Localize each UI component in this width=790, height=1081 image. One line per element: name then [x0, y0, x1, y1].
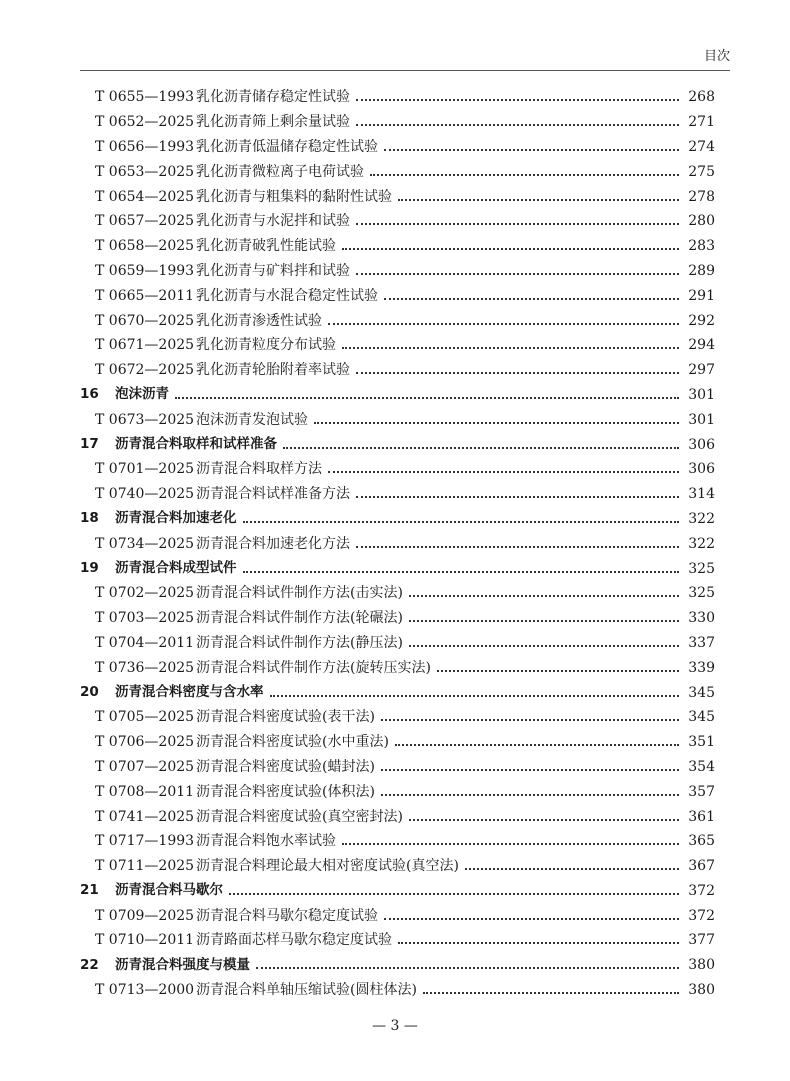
entry-title: 沥青混合料密度试验(表干法) — [196, 709, 375, 726]
dot-leader — [381, 769, 679, 771]
dot-leader — [356, 124, 679, 126]
standard-code: T 0734—2025 — [95, 535, 195, 552]
standard-code: T 0658—2025 — [95, 238, 195, 255]
toc-section-row[interactable] — [80, 879, 715, 904]
entry-title: 沥青混合料试件制作方法(轮碾法) — [196, 610, 403, 627]
entry-title: 乳化沥青与水泥拌和试验 — [196, 213, 350, 230]
entry-title: 乳化沥青与粗集料的黏附性试验 — [196, 188, 392, 205]
dot-leader — [384, 918, 679, 920]
page-reference: 322 — [688, 510, 715, 527]
toc-section-row[interactable] — [80, 383, 715, 408]
page-reference: 301 — [688, 386, 715, 403]
page-reference: 365 — [688, 833, 715, 850]
section-title: 沥青混合料强度与模量 — [115, 956, 250, 973]
entry-title: 沥青混合料密度试验(水中重法) — [196, 734, 389, 751]
entry-title: 沥青混合料马歇尔稳定度试验 — [196, 907, 378, 924]
page-reference: 314 — [688, 486, 715, 503]
standard-code: T 0711—2025 — [95, 858, 195, 875]
standard-code: T 0741—2025 — [95, 808, 195, 825]
standard-code: T 0652—2025 — [95, 114, 195, 131]
page-reference: 330 — [688, 610, 715, 627]
standard-code: T 0710—2011 — [95, 932, 195, 949]
section-number: 16 — [80, 386, 99, 403]
dot-leader — [381, 794, 679, 796]
page-reference: 291 — [688, 287, 715, 304]
standard-code: T 0671—2025 — [95, 337, 195, 354]
dot-leader — [356, 496, 679, 498]
toc-entry-row[interactable] — [80, 978, 715, 1003]
page-reference: 271 — [688, 114, 715, 131]
toc-entry-row[interactable] — [80, 457, 715, 482]
toc-entry-row[interactable] — [80, 482, 715, 507]
dot-leader — [356, 99, 679, 101]
section-title: 沥青混合料加速老化 — [115, 510, 237, 527]
page-reference: 306 — [688, 461, 715, 478]
entry-title: 乳化沥青破乳性能试验 — [196, 238, 336, 255]
standard-code: T 0709—2025 — [95, 907, 195, 924]
page-reference: 367 — [688, 858, 715, 875]
toc-entry-row[interactable] — [80, 159, 715, 184]
toc-entry-row[interactable] — [80, 854, 715, 879]
standard-code: T 0657—2025 — [95, 213, 195, 230]
dot-leader — [384, 149, 679, 151]
standard-code: T 0705—2025 — [95, 709, 195, 726]
standard-code: T 0665—2011 — [95, 287, 195, 304]
toc-entry-row[interactable] — [80, 705, 715, 730]
standard-code: T 0656—1993 — [95, 138, 195, 155]
page-reference: 301 — [688, 411, 715, 428]
page-reference: 278 — [688, 188, 715, 205]
standard-code: T 0704—2011 — [95, 634, 195, 651]
toc-section-row[interactable] — [80, 556, 715, 581]
entry-title: 沥青混合料密度试验(蜡封法) — [196, 758, 375, 775]
toc-entry-row[interactable] — [80, 308, 715, 333]
dot-leader — [409, 595, 679, 597]
dot-leader — [409, 645, 679, 647]
entry-title: 沥青混合料饱水率试验 — [196, 833, 336, 850]
page-reference: 325 — [688, 560, 715, 577]
entry-title: 沥青混合料密度试验(真空密封法) — [196, 808, 403, 825]
dot-leader — [229, 893, 679, 895]
standard-code: T 0655—1993 — [95, 89, 195, 106]
entry-title: 沥青混合料试件制作方法(击实法) — [196, 585, 403, 602]
toc-entry-row[interactable] — [80, 407, 715, 432]
entry-title: 沥青路面芯样马歇尔稳定度试验 — [196, 932, 392, 949]
toc-entry-row[interactable] — [80, 730, 715, 755]
toc-entry-row[interactable] — [80, 779, 715, 804]
standard-code: T 0713—2000 — [95, 982, 195, 999]
dot-leader — [384, 298, 679, 300]
page-reference: 322 — [688, 535, 715, 552]
page-reference: 337 — [688, 634, 715, 651]
standard-code: T 0736—2025 — [95, 659, 195, 676]
entry-title: 泡沫沥青发泡试验 — [196, 411, 308, 428]
dot-leader — [342, 843, 679, 845]
entry-title: 乳化沥青轮胎附着率试验 — [196, 362, 350, 379]
dot-leader — [356, 372, 679, 374]
page-reference: 361 — [688, 808, 715, 825]
toc-section-row[interactable] — [80, 953, 715, 978]
toc-entry-row[interactable] — [80, 135, 715, 160]
table-of-contents — [80, 85, 715, 1002]
dot-leader — [409, 819, 679, 821]
dot-leader — [283, 447, 679, 449]
page-reference: 280 — [688, 213, 715, 230]
entry-title: 沥青混合料单轴压缩试验(圆柱体法) — [196, 982, 417, 999]
page-reference: 339 — [688, 659, 715, 676]
dot-leader — [398, 199, 679, 201]
standard-code: T 0707—2025 — [95, 758, 195, 775]
dot-leader — [356, 546, 679, 548]
toc-entry-row[interactable] — [80, 184, 715, 209]
page-reference: 289 — [688, 262, 715, 279]
section-number: 21 — [80, 882, 99, 899]
toc-entry-row[interactable] — [80, 209, 715, 234]
entry-title: 沥青混合料试样准备方法 — [196, 486, 350, 503]
standard-code: T 0701—2025 — [95, 461, 195, 478]
toc-entry-row[interactable] — [80, 903, 715, 928]
section-number: 20 — [80, 683, 99, 700]
dot-leader — [175, 397, 679, 399]
dot-leader — [395, 744, 679, 746]
standard-code: T 0653—2025 — [95, 163, 195, 180]
toc-entry-row[interactable] — [80, 283, 715, 308]
toc-entry-row[interactable] — [80, 755, 715, 780]
page-reference: 306 — [688, 436, 715, 453]
toc-entry-row[interactable] — [80, 333, 715, 358]
standard-code: T 0659—1993 — [95, 262, 195, 279]
toc-entry-row[interactable] — [80, 259, 715, 284]
entry-title: 乳化沥青与水混合稳定性试验 — [196, 287, 378, 304]
section-title: 沥青混合料取样和试样准备 — [115, 435, 277, 452]
running-header: 目次 — [703, 49, 730, 64]
entry-title: 沥青混合料密度试验(体积法) — [196, 783, 375, 800]
section-title: 沥青混合料密度与含水率 — [115, 683, 264, 700]
page-reference: 268 — [688, 89, 715, 106]
dot-leader — [370, 174, 679, 176]
entry-title: 乳化沥青筛上剩余量试验 — [196, 114, 350, 131]
entry-title: 乳化沥青低温储存稳定性试验 — [196, 138, 378, 155]
dot-leader — [342, 347, 679, 349]
standard-code: T 0708—2011 — [95, 783, 195, 800]
toc-section-row[interactable] — [80, 680, 715, 705]
toc-entry-row[interactable] — [80, 829, 715, 854]
section-number: 22 — [80, 956, 99, 973]
dot-leader — [314, 422, 679, 424]
toc-entry-row[interactable] — [80, 110, 715, 135]
entry-title: 沥青混合料取样方法 — [196, 461, 322, 478]
section-number: 17 — [80, 435, 99, 452]
page-reference: 294 — [688, 337, 715, 354]
page-reference: 275 — [688, 163, 715, 180]
entry-title: 沥青混合料试件制作方法(旋转压实法) — [196, 659, 431, 676]
page-reference: 377 — [688, 932, 715, 949]
standard-code: T 0706—2025 — [95, 734, 195, 751]
toc-entry-row[interactable] — [80, 631, 715, 656]
dot-leader — [243, 571, 680, 573]
toc-entry-row[interactable] — [80, 804, 715, 829]
section-title: 沥青混合料马歇尔 — [115, 882, 223, 899]
dot-leader — [356, 273, 679, 275]
standard-code: T 0703—2025 — [95, 610, 195, 627]
section-number: 18 — [80, 510, 99, 527]
entry-title: 乳化沥青微粒离子电荷试验 — [196, 163, 364, 180]
toc-entry-row[interactable] — [80, 531, 715, 556]
dot-leader — [328, 323, 679, 325]
dot-leader — [465, 868, 679, 870]
toc-entry-row[interactable] — [80, 606, 715, 631]
dot-leader — [243, 521, 680, 523]
toc-entry-row[interactable] — [80, 358, 715, 383]
toc-entry-row[interactable] — [80, 85, 715, 110]
entry-title: 乳化沥青与矿料拌和试验 — [196, 262, 350, 279]
standard-code: T 0740—2025 — [95, 486, 195, 503]
standard-code: T 0702—2025 — [95, 585, 195, 602]
entry-title: 沥青混合料理论最大相对密度试验(真空法) — [196, 858, 459, 875]
toc-section-row[interactable] — [80, 507, 715, 532]
page-reference: 380 — [688, 982, 715, 999]
dot-leader — [328, 471, 679, 473]
page-reference: 372 — [688, 882, 715, 899]
toc-section-row[interactable] — [80, 432, 715, 457]
header-rule — [80, 70, 730, 71]
standard-code: T 0672—2025 — [95, 362, 195, 379]
page-reference: 345 — [688, 709, 715, 726]
page-reference: 274 — [688, 138, 715, 155]
page-reference: 345 — [688, 684, 715, 701]
page-reference: 292 — [688, 312, 715, 329]
dot-leader — [381, 719, 679, 721]
standard-code: T 0673—2025 — [95, 411, 195, 428]
entry-title: 乳化沥青渗透性试验 — [196, 312, 322, 329]
section-number: 19 — [80, 559, 99, 576]
toc-entry-row[interactable] — [80, 928, 715, 953]
entry-title: 乳化沥青储存稳定性试验 — [196, 89, 350, 106]
entry-title: 沥青混合料加速老化方法 — [196, 535, 350, 552]
page-reference: 357 — [688, 783, 715, 800]
page-reference: 380 — [688, 957, 715, 974]
page-number: — 3 — — [372, 1018, 418, 1034]
page-reference: 372 — [688, 907, 715, 924]
dot-leader — [342, 248, 679, 250]
page-reference: 325 — [688, 585, 715, 602]
page-reference: 297 — [688, 362, 715, 379]
dot-leader — [398, 942, 679, 944]
section-title: 泡沫沥青 — [115, 386, 169, 403]
page-reference: 351 — [688, 734, 715, 751]
standard-code: T 0670—2025 — [95, 312, 195, 329]
page-reference: 283 — [688, 238, 715, 255]
dot-leader — [437, 670, 679, 672]
dot-leader — [409, 620, 679, 622]
standard-code: T 0717—1993 — [95, 833, 195, 850]
section-title: 沥青混合料成型试件 — [115, 559, 237, 576]
toc-entry-row[interactable] — [80, 655, 715, 680]
dot-leader — [256, 967, 679, 969]
dot-leader — [270, 695, 680, 697]
dot-leader — [356, 223, 679, 225]
entry-title: 乳化沥青粒度分布试验 — [196, 337, 336, 354]
toc-entry-row[interactable] — [80, 234, 715, 259]
page-reference: 354 — [688, 758, 715, 775]
toc-entry-row[interactable] — [80, 581, 715, 606]
standard-code: T 0654—2025 — [95, 188, 195, 205]
dot-leader — [423, 992, 679, 994]
entry-title: 沥青混合料试件制作方法(静压法) — [196, 634, 403, 651]
